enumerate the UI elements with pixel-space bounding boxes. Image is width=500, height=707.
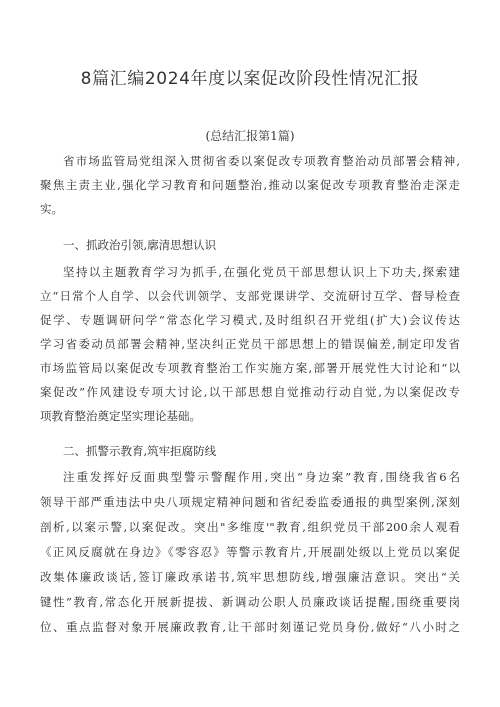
paragraph-line: 案促改”作风建设专项大讨论,以干部思想自觉推动行动自觉,为以案促改专 [40, 385, 460, 399]
paragraph-line: 改集体廉政谈话,签订廉政承诺书,筑牢思想防线,增强廉洁意识。突出“关 [40, 570, 460, 584]
paragraph-line: 项教育整治奠定坚实理论基础。 [40, 409, 201, 423]
intro-line: 省市场监管局党组深入贯彻省委以案促改专项教育整治动员部署会精神, [63, 154, 460, 168]
intro-line: 实。 [40, 202, 63, 216]
paragraph-line: 学习省委动员部署会精神,坚决纠正党员干部思想上的错误偏差,制定印发省 [40, 337, 460, 351]
document-title: 8篇汇编2024年度以案促改阶段性情况汇报 [80, 69, 420, 89]
paragraph-line: 位、重点监督对象开展廉政教育,让干部时刻谨记党员身份,做好“八小时之 [40, 620, 460, 634]
document-subtitle: (总结汇报第1篇) [205, 129, 295, 143]
paragraph-line: 注重发挥好反面典型警示警醒作用,突出“身边案”教育,围绕我省6名 [63, 470, 460, 484]
paragraph-line: 领导干部严重违法中央八项规定精神问题和省纪委监委通报的典型案例,深刻 [40, 495, 460, 509]
paragraph-line: 《正风反腐就在身边》《零容忍》等警示教育片,开展副处级以上党员以案促 [40, 545, 460, 559]
paragraph-line: 促学、专题调研问学“常态化学习模式,及时组织召开党组(扩大)会议传达 [40, 313, 460, 327]
intro-line: 聚焦主责主业,强化学习教育和问题整治,推动以案促改专项教育整治走深走 [40, 178, 460, 192]
paragraph-line: 坚持以主题教育学习为抓手,在强化党员干部思想认识上下功夫,探索建 [63, 265, 460, 279]
paragraph-line: 剖析,以案示警,以案促改。突出"多维度'"教育,组织党员干部200余人观看 [40, 520, 460, 534]
section-heading: 二、抓警示教育,筑牢拒腐防线 [63, 444, 217, 458]
paragraph-line: 立“日常个人自学、以会代训领学、支部党课讲学、交流研讨互学、督导检查 [40, 289, 460, 303]
section-heading: 一、抓政治引领,廓清思想认识 [63, 238, 217, 252]
paragraph-line: 键性”教育,常态化开展新提拔、新调动公职人员廉政谈话提醒,围绕重要岗 [40, 595, 460, 609]
paragraph-line: 市场监管局以案促改专项教育整治工作实施方案,部署开展党性大讨论和“以 [40, 361, 460, 375]
